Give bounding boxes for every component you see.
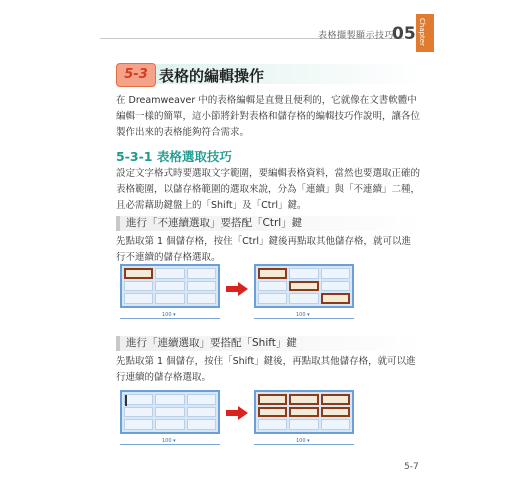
table-cell	[321, 419, 350, 430]
table-cell	[258, 407, 287, 418]
table-cell	[258, 268, 287, 279]
table-cell	[124, 419, 153, 430]
tip-heading-ctrl: 進行「不連續選取」要搭配「Ctrl」鍵	[116, 216, 426, 231]
table-cell	[258, 419, 287, 430]
table-cell	[155, 293, 184, 304]
ruler-label: 100 ▾	[162, 312, 176, 318]
ruler-label: 100 ▾	[162, 438, 176, 444]
chapter-label: Chapter	[418, 18, 426, 46]
table-cell	[187, 281, 216, 292]
table-cell	[187, 419, 216, 430]
table-cell	[187, 407, 216, 418]
ruler-label: 100 ▾	[296, 438, 310, 444]
section-number-badge: 5-3	[116, 63, 156, 87]
tip-body-shift: 先點取第 1 個儲存，按住「Shift」鍵後，再點取其他儲存格，就可以進行連續的儲存格選取。	[116, 356, 416, 383]
table-cell	[289, 293, 318, 304]
table-illustration-after-shift	[254, 390, 354, 434]
table-cell	[124, 394, 153, 405]
table-cell	[289, 268, 318, 279]
chapter-number: 05	[392, 24, 416, 44]
table-cell	[289, 407, 318, 418]
table-cell	[155, 407, 184, 418]
table-cell	[124, 268, 153, 279]
tip-heading-shift: 進行「連續選取」要搭配「Shift」鍵	[116, 336, 426, 351]
table-cell	[289, 281, 318, 292]
width-ruler	[120, 312, 220, 319]
chapter-tab	[416, 14, 434, 52]
table-cell	[155, 281, 184, 292]
table-cell	[124, 293, 153, 304]
subsection-body: 設定文字格式時要選取文字範圍，要編輯表格資料，當然也要選取正確的表格範圍，以儲存格範圍的選取來說，分為「連續」與「不連續」二種，且必需藉助鍵盤上的「Shift」及「Ctrl」鍵。	[116, 168, 421, 211]
ruler-label: 100 ▾	[296, 312, 310, 318]
table-cell	[155, 419, 184, 430]
table-cell	[155, 394, 184, 405]
table-cell	[289, 419, 318, 430]
table-cell	[321, 407, 350, 418]
section-title: 表格的編輯操作	[159, 67, 265, 85]
table-cell	[187, 268, 216, 279]
width-ruler	[254, 312, 354, 319]
table-cell	[155, 268, 184, 279]
subsection-title: 5-3-1 表格選取技巧	[116, 149, 232, 164]
table-cell	[124, 281, 153, 292]
table-illustration-before-ctrl	[120, 264, 220, 308]
table-cell	[321, 281, 350, 292]
table-cell	[124, 407, 153, 418]
table-illustration-before-shift	[120, 390, 220, 434]
table-cell	[258, 293, 287, 304]
table-cell	[187, 293, 216, 304]
text-cursor	[125, 395, 127, 406]
table-cell	[258, 394, 287, 405]
tip-body-ctrl: 先點取第 1 個儲存格，按住「Ctrl」鍵後再點取其他儲存格，就可以進行不連續的儲存格選取。	[116, 236, 411, 263]
table-cell	[321, 394, 350, 405]
width-ruler	[254, 438, 354, 445]
table-cell	[187, 394, 216, 405]
right-arrow-icon	[226, 406, 248, 420]
table-cell	[321, 268, 350, 279]
width-ruler	[120, 438, 220, 445]
page-number: 5-7	[404, 462, 419, 472]
right-arrow-icon	[226, 282, 248, 296]
table-cell	[289, 394, 318, 405]
table-cell	[321, 293, 350, 304]
table-illustration-after-ctrl	[254, 264, 354, 308]
running-title: 表格擷製顯示技巧	[318, 31, 395, 41]
table-cell	[258, 281, 287, 292]
section-intro: 在 Dreamweaver 中的表格編輯是直覺且便利的，它就像在文書軟體中編輯一樣的簡單，這小節將針對表格和儲存格的編輯技巧作說明，讓各位製作出來的表格能夠符合需求。	[116, 95, 421, 138]
